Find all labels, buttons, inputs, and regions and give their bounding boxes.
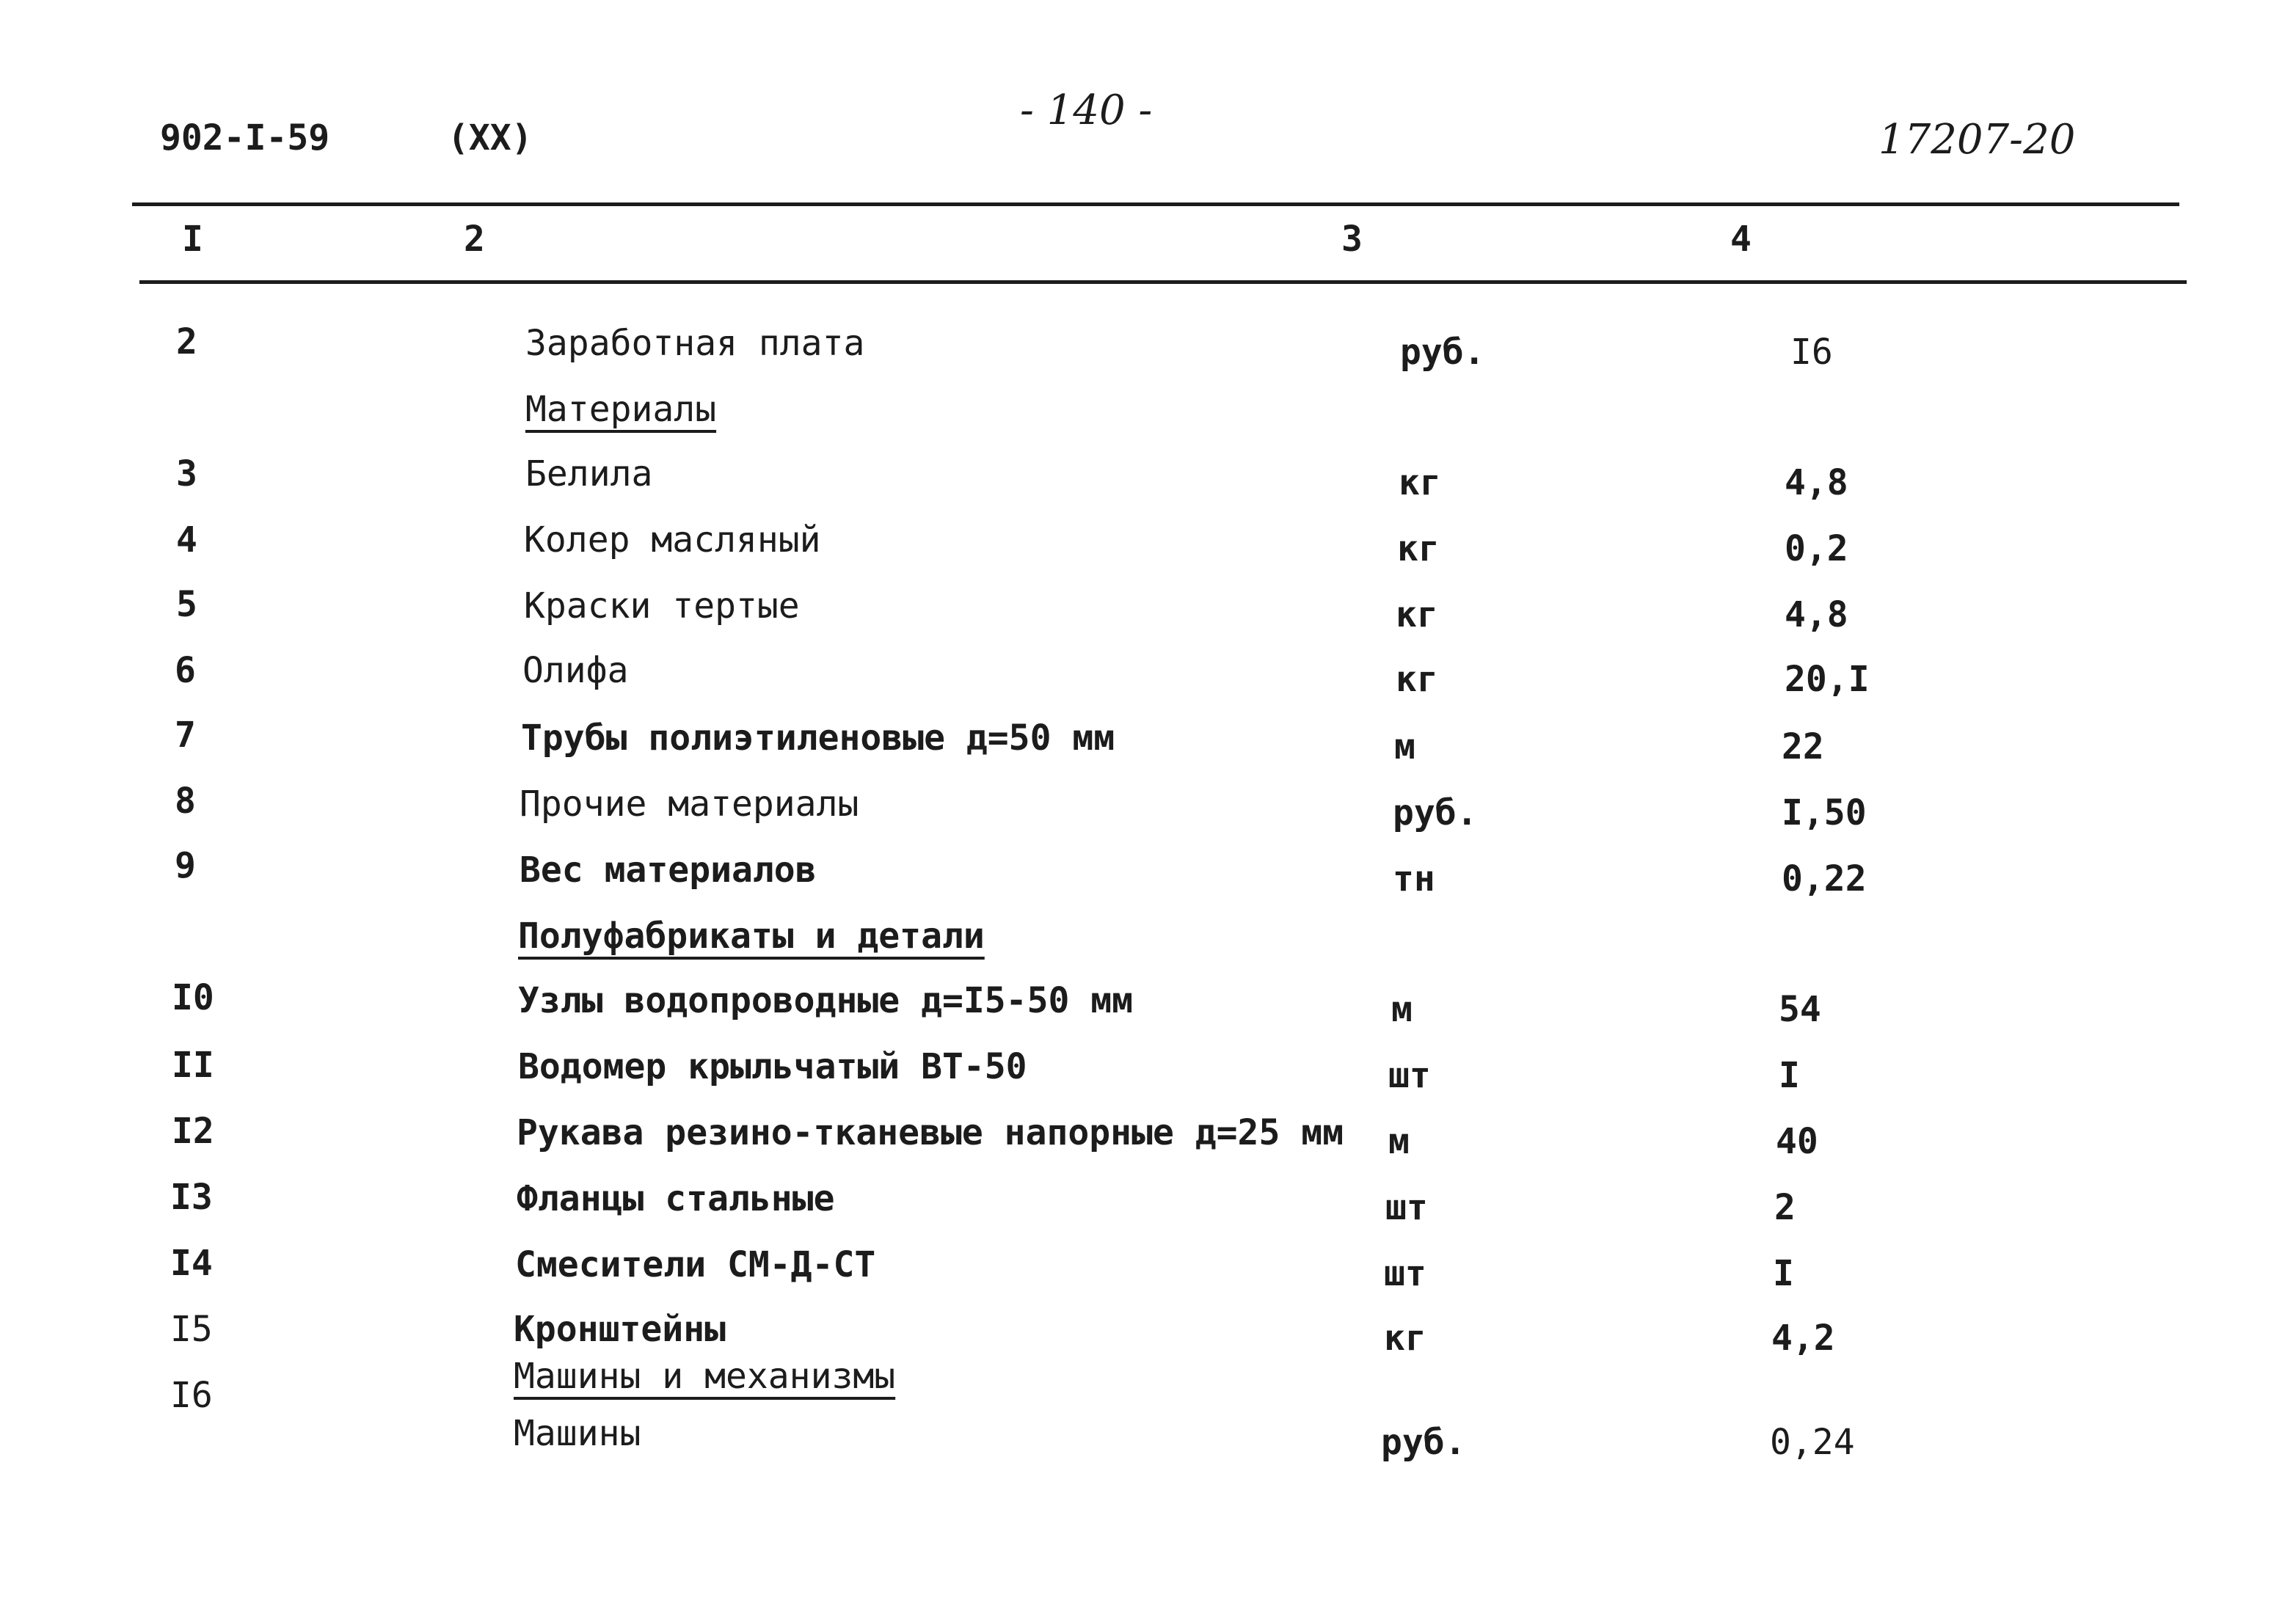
item-name: Машины: [514, 1413, 641, 1454]
row-number: 6: [175, 650, 196, 691]
row-number: I0: [172, 977, 214, 1018]
item-name: Белила: [525, 453, 653, 494]
item-name: Краски тертые: [524, 585, 800, 627]
item-unit: м: [1391, 989, 1413, 1030]
column-header-3: 3: [1341, 219, 1363, 260]
item-name: Рукава резино-тканевые напорные д=25 мм: [517, 1112, 1344, 1153]
section-heading-materials: Материалы: [525, 389, 717, 430]
row-number: 9: [175, 845, 196, 886]
item-value: 4,8: [1785, 594, 1848, 635]
section-heading-machines: Машины и механизмы: [514, 1356, 896, 1397]
row-number: 3: [176, 453, 197, 494]
item-unit: руб.: [1400, 332, 1485, 373]
item-name: Фланцы стальные: [517, 1178, 835, 1219]
item-value: 4,2: [1771, 1318, 1835, 1359]
item-name: Узлы водопроводные д=I5-50 мм: [518, 980, 1134, 1021]
item-unit: кг: [1384, 1318, 1426, 1359]
table-header-rule: [139, 280, 2187, 284]
row-number: 7: [175, 715, 196, 756]
column-header-2: 2: [464, 219, 485, 260]
item-value: 54: [1779, 989, 1821, 1030]
item-value: I,50: [1782, 792, 1867, 833]
item-unit: шт: [1385, 1187, 1428, 1228]
item-value: 20,I: [1785, 659, 1870, 700]
item-unit: шт: [1388, 1055, 1431, 1096]
item-unit: руб.: [1393, 792, 1478, 833]
item-value: I6: [1790, 332, 1833, 373]
item-unit: м: [1388, 1121, 1410, 1162]
row-number: I3: [170, 1177, 213, 1218]
item-name: Кронштейны: [514, 1309, 726, 1350]
item-unit: кг: [1397, 528, 1440, 569]
column-header-1: I: [182, 219, 203, 260]
table-top-rule: [132, 202, 2179, 206]
row-number: 5: [176, 584, 197, 625]
item-name: Водомер крыльчатый ВТ-50: [518, 1046, 1027, 1087]
item-value: 0,22: [1782, 858, 1867, 899]
item-name: Колер масляный: [524, 519, 821, 560]
item-value: 22: [1782, 726, 1824, 767]
section-heading-semi-finished: Полуфабрикаты и детали: [518, 916, 985, 957]
row-number: I4: [170, 1243, 213, 1284]
document-code: 902-I-59: [160, 117, 330, 158]
item-name: Олифа: [522, 650, 629, 691]
item-unit: кг: [1396, 594, 1438, 635]
volume-number: (XX): [448, 117, 533, 158]
item-unit: кг: [1396, 659, 1438, 700]
sheet-code: 17207-20: [1878, 116, 2076, 164]
item-unit: кг: [1399, 462, 1441, 503]
item-name: Прочие материалы: [520, 784, 859, 825]
item-unit: м: [1394, 726, 1415, 767]
item-unit: тн: [1393, 858, 1435, 899]
item-name: Вес материалов: [520, 850, 817, 891]
row-number: I5: [170, 1309, 213, 1350]
item-name: Трубы полиэтиленовые д=50 мм: [521, 717, 1115, 759]
page-number: - 140 -: [1020, 87, 1153, 134]
item-value: I: [1779, 1055, 1800, 1096]
column-header-4: 4: [1730, 219, 1752, 260]
row-number: II: [172, 1045, 214, 1086]
item-name: Смесители СМ-Д-СТ: [515, 1244, 876, 1285]
item-unit: руб.: [1381, 1422, 1466, 1463]
item-name: Заработная плата: [525, 323, 865, 364]
item-unit: шт: [1384, 1253, 1426, 1294]
item-value: 4,8: [1785, 462, 1848, 503]
item-value: 40: [1776, 1121, 1818, 1162]
row-number: 8: [175, 781, 196, 822]
row-number: I2: [172, 1111, 214, 1152]
row-number: 4: [176, 519, 197, 560]
row-number: 2: [176, 321, 197, 362]
item-value: 0,24: [1770, 1422, 1855, 1463]
item-value: I: [1773, 1253, 1794, 1294]
row-number: I6: [170, 1375, 213, 1416]
item-value: 0,2: [1785, 528, 1848, 569]
item-value: 2: [1774, 1187, 1796, 1228]
